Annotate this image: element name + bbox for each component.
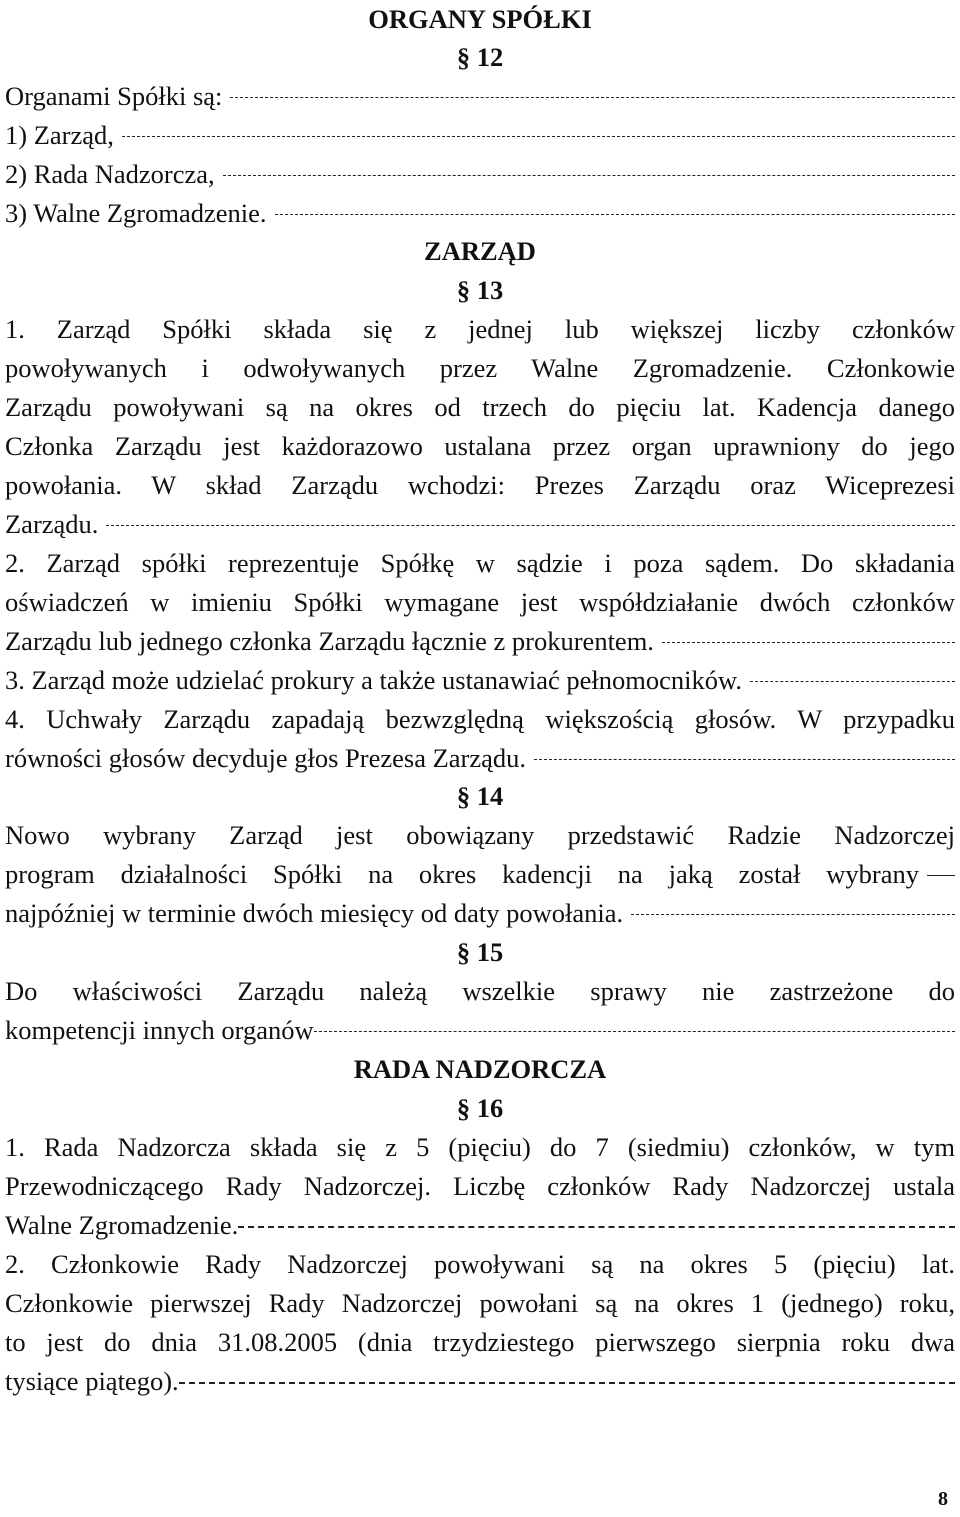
dash-filler — [534, 759, 955, 760]
text-line — [5, 1362, 955, 1401]
text-fragment: program działalności Spółki na okres kadencji na jaką został wybrany — [5, 859, 919, 889]
text-fragment: 3. Zarząd może udzielać prokury a także ustanawiać pełnomocników. — [5, 665, 743, 695]
organ-item: 3) Walne Zgromadzenie. — [5, 198, 267, 228]
text-line: Nowo wybrany Zarząd jest obowiązany przedstawić Radzie Nadzorczej — [5, 820, 955, 850]
text-line — [5, 622, 955, 661]
text-line: 1. Rada Nadzorcza składa się z 5 (pięciu) do 7 (siedmiu) członków, w tym — [5, 1132, 955, 1162]
text-line: Członkowie pierwszej Rady Nadzorczej powołani są na okres 1 (jednego) roku, — [5, 1288, 955, 1318]
text-line — [5, 661, 955, 700]
text-line — [5, 116, 955, 155]
text-fragment: najpóźniej w terminie dwóch miesięcy od daty powołania. — [5, 898, 624, 928]
text-line — [5, 1206, 955, 1245]
text-line: Członka Zarządu jest każdorazowo ustalana przez organ uprawniony do jego — [5, 431, 955, 461]
text-line: oświadczeń w imieniu Spółki wymagane jest współdziałanie dwóch członków — [5, 587, 955, 617]
paragraph-mark-13: § 13 — [456, 275, 504, 305]
text-line — [5, 194, 955, 233]
text-line — [5, 894, 955, 933]
text-fragment: równości głosów decyduje głos Prezesa Zarządu. — [5, 743, 527, 773]
text-line: 2. Zarząd spółki reprezentuje Spółkę w sądzie i poza sądem. Do składania — [5, 548, 955, 578]
page-number: 8 — [938, 1488, 948, 1510]
text-line: powoływanych i odwoływanych przez Walne Zgromadzenie. Członkowie — [5, 353, 955, 383]
text-line: Zarządu powoływani są na okres od trzech do pięciu lat. Kadencja danego — [5, 392, 955, 422]
text-fragment: Walne Zgromadzenie. — [5, 1210, 239, 1240]
text-line: 4. Uchwały Zarządu zapadają bezwzględną większością głosów. W przypadku — [5, 704, 955, 734]
organs-intro: Organami Spółki są: — [5, 81, 223, 111]
text-line: Przewodniczącego Rady Nadzorczej. Liczbę członków Rady Nadzorczej ustala — [5, 1171, 955, 1201]
section-heading-organy: ORGANY SPÓŁKI — [368, 4, 592, 34]
text-line — [5, 77, 955, 116]
text-line — [5, 505, 955, 544]
dash-filler — [106, 525, 955, 526]
dash-filler — [275, 214, 955, 215]
dash-filler — [230, 97, 955, 98]
paragraph-mark-16: § 16 — [456, 1093, 504, 1123]
section-heading-zarzad: ZARZĄD — [424, 236, 536, 266]
organ-item: 2) Rada Nadzorcza, — [5, 159, 215, 189]
dash-filler — [631, 914, 955, 915]
hyphen-filler — [238, 1226, 955, 1228]
dash-filler — [314, 1031, 955, 1032]
dash-filler — [223, 175, 955, 176]
hyphen-filler — [179, 1382, 955, 1384]
section-heading-rada: RADA NADZORCZA — [353, 1054, 607, 1084]
text-line: powołania. W skład Zarządu wchodzi: Prezes Zarządu oraz Wiceprezesi — [5, 470, 955, 500]
text-line — [5, 155, 955, 194]
text-line: Do właściwości Zarządu należą wszelkie sprawy nie zastrzeżone do — [5, 976, 955, 1006]
text-line — [5, 739, 955, 778]
paragraph-mark-14: § 14 — [456, 781, 504, 811]
dash-filler — [927, 875, 955, 876]
text-fragment: kompetencji innych organów — [5, 1015, 314, 1045]
text-line: 2. Członkowie Rady Nadzorczej powoływani są na okres 5 (pięciu) lat. — [5, 1249, 955, 1279]
text-line: 1. Zarząd Spółki składa się z jednej lub większej liczby członków — [5, 314, 955, 344]
dash-filler — [662, 642, 955, 643]
organ-item: 1) Zarząd, — [5, 120, 114, 150]
text-fragment: Zarządu lub jednego członka Zarządu łącznie z prokurentem. — [5, 626, 654, 656]
text-line: to jest do dnia 31.08.2005 (dnia trzydziestego pierwszego sierpnia roku dwa — [5, 1327, 955, 1357]
paragraph-mark-12: § 12 — [456, 42, 504, 72]
dash-filler — [750, 681, 955, 682]
paragraph-mark-15: § 15 — [456, 937, 504, 967]
text-line — [5, 1011, 955, 1050]
text-fragment: Zarządu. — [5, 509, 99, 539]
text-fragment: tysiące piątego). — [5, 1366, 179, 1396]
text-line — [5, 855, 955, 894]
dash-filler — [122, 136, 955, 137]
